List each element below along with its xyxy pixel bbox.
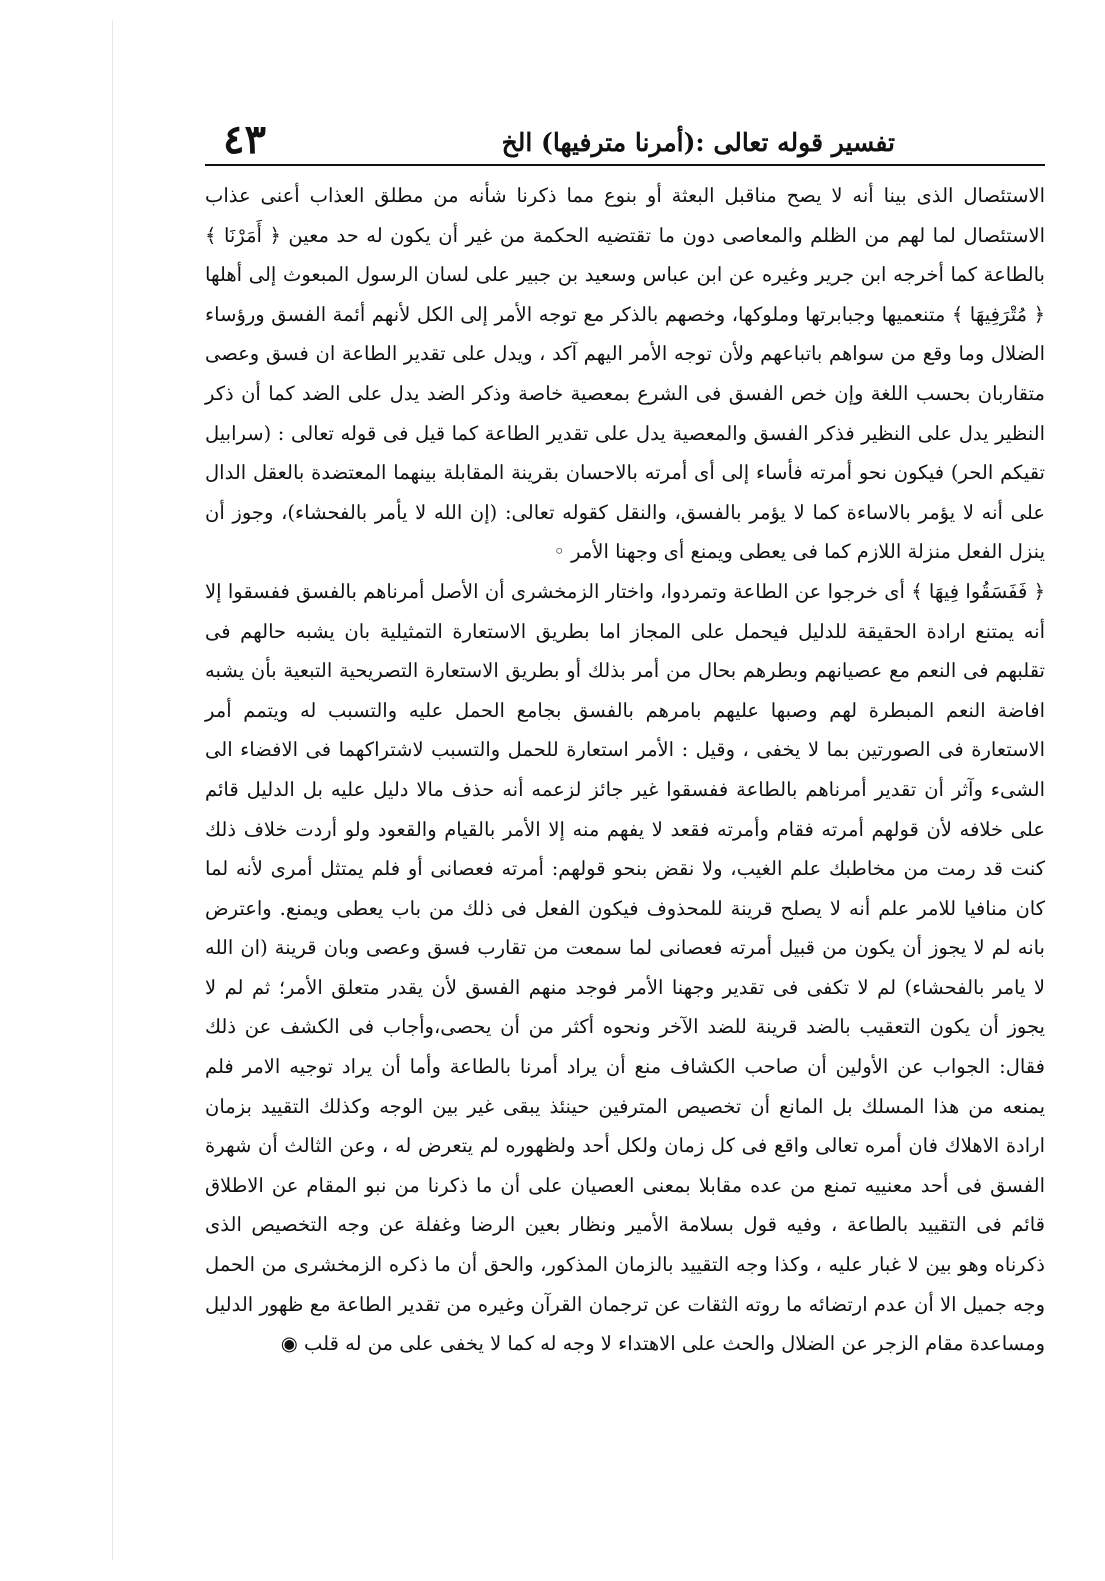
paragraph: الاستئصال الذى بينا أنه لا يصح مناقبل البعثة أو بنوع مما ذكرنا شأنه من مطلق العذاب أعنى عذاب الاستئصال لما لهم من الظلم والمعاصى دون ما تقتضيه الحكمة من غير أن يكون له حد معين ﴿ أَمَرْنَا ﴾ بالطاعة كما أخرجه ابن جرير وغيره عن ابن عباس وسعيد بن جبير على لسان الرسول المبعوث إلى أهلها ﴿ مُتْرَفِيهَا ﴾ متنعميها وجبابرتها وملوكها، وخصهم بالذكر مع توجه الأمر إلى الكل لأنهم أئمة الفسق ورؤساء الضلال وما وقع من سواهم باتباعهم ولأن توجه الأمر اليهم آكد ، ويدل على تقدير الطاعة ان فسق وعصى متقاربان بحسب اللغة وإن خص الفسق فى الشرع بمعصية خاصة وذكر الضد يدل على الضد كما أن ذكر النظير يدل على النظير فذكر الفسق والمعصية يدل على تقدير الطاعة كما قيل فى قوله تعالى : (سرابيل تقيكم الحر) فيكون نحو أمرته فأساء إلى أى أمرته بالاحسان بقرينة المقابلة بينهما المعتضدة بالعقل الدال على أنه لا يؤمر بالاساءة كما لا يؤمر بالفسق، والنقل كقوله تعالى: (إن الله لا يأمر بالفحشاء)، وجوز أن ينزل الفعل منزلة اللازم كما فى يعطى ويمنع أى وجهنا الأمر ◦ [205,184,1045,564]
page-header [205,118,1045,166]
paragraph: ﴿ فَفَسَقُوا فِيهَا ﴾ أى خرجوا عن الطاعة وتمردوا، واختار الزمخشرى أن الأصل أمرناهم بالفسق ففسقوا إلا أنه يمتنع ارادة الحقيقة للدليل فيحمل على المجاز اما بطريق الاستعارة التمثيلية بان يشبه حالهم فى تقلبهم فى النعم مع عصيانهم وبطرهم بحال من أمر بذلك أو بطريق الاستعارة التصريحية التبعية بأن يشبه افاضة النعم المبطرة لهم وصبها عليهم بامرهم بالفسق بجامع الحمل عليه والتسبب له ويتمم أمر الاستعارة فى الصورتين بما لا يخفى ، وقيل : الأمر استعارة للحمل والتسبب لاشتراكهما فى الافضاء الى الشىء وآثر أن تقدير أمرناهم بالطاعة ففسقوا غير جائز لزعمه أنه حذف مالا دليل عليه بل الدليل قائم على خلافه لأن قولهم أمرته فقام وأمرته فقعد لا يفهم منه إلا الأمر بالقيام والقعود ولو أردت خلاف ذلك كنت قد رمت من مخاطبك علم الغيب، ولا نقض بنحو قولهم: أمرته فعصانى أو فلم يمتثل أمرى لأنه لما كان منافيا للامر علم أنه لا يصلح قرينة للمحذوف فيكون الفعل فى ذلك من باب يعطى ويمنع. واعترض بانه لم لا يجوز أن يكون من قبيل أمرته فعصانى لما سمعت من تقارب فسق وعصى وبان قرينة (ان الله لا يامر بالفحشاء) لم لا تكفى فى تقدير وجهنا الأمر فوجد منهم الفسق لأن يقدر متعلق الأمر؛ ثم لم لا يجوز أن يكون التعقيب بالضد قرينة للضد الآخر ونحوه أكثر من أن يحصى،وأجاب فى الكشف عن ذلك فقال: الجواب عن الأولين أن صاحب الكشاف منع أن يراد أمرنا بالطاعة وأما أن يراد توجيه الامر فلم يمنعه من هذا المسلك بل المانع أن تخصيص المترفين حينئذ يبقى غير بين الوجه وكذلك التقييد بزمان ارادة الاهلاك فان أمره تعالى واقع فى كل زمان ولكل أحد ولظهوره لم يتعرض له ، وعن الثالث أن شهرة الفسق فى أحد معنييه تمنع من عده مقابلا بمعنى العصيان على أن ما ذكرنا من نبو المقام عن الاطلاق قائم فى التقييد بالطاعة ، وفيه قول بسلامة الأمير ونظار بعين الرضا وغفلة عن وجه التخصيص الذى ذكرناه وهو بين لا غبار عليه ، وكذا وجه التقييد بالزمان المذكور، والحق أن ما ذكره الزمخشرى من الحمل وجه جميل الا أن عدم ارتضائه ما روته الثقات عن ترجمان القرآن وغيره من تقدير الطاعة مع ظهور الدليل ومساعدة مقام الزجر عن الضلال والحث على الاهتداء لا وجه له كما لا يخفى على من له قلب ◉ [205,579,1045,1356]
running-title: تفسير قوله تعالى :(أمرنا مترفيها) الخ [501,128,895,157]
book-page [205,118,1045,1538]
page-fold-line [112,20,113,1560]
page-number: ٤٣ [223,116,266,163]
body-text [205,176,1045,1364]
